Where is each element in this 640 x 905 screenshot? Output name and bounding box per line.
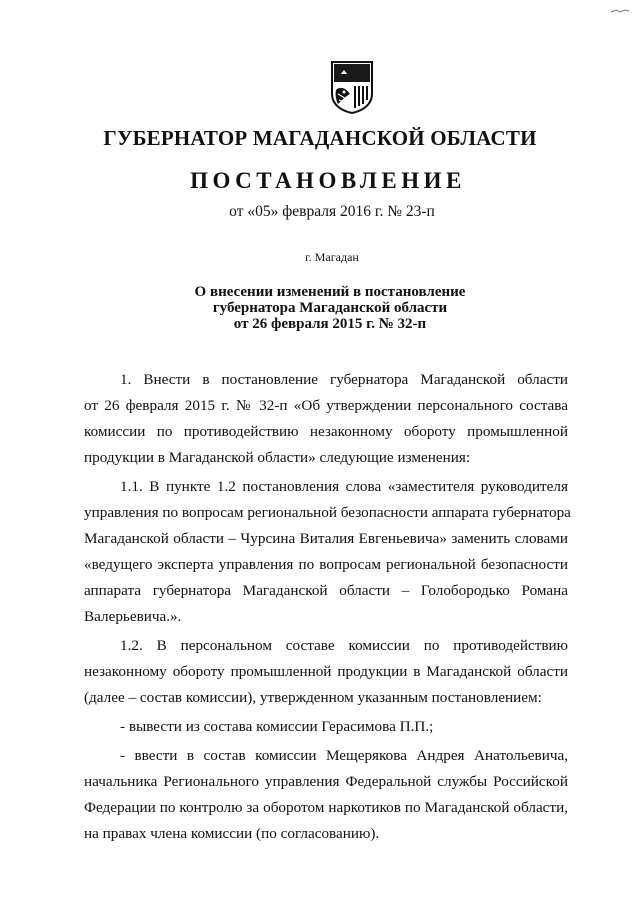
issuing-authority: ГУБЕРНАТОР МАГАДАНСКОЙ ОБЛАСТИ <box>103 126 537 150</box>
document-city: г. Магадан <box>305 250 359 264</box>
body-line: от 26 февраля 2015 г. № 32-п «Об утверждении персонального состава <box>84 397 568 414</box>
magadan-coat-of-arms-icon <box>330 60 374 114</box>
document-date-number: от «05» февраля 2016 г. № 23-п <box>229 203 435 220</box>
paragraph-1 <box>84 367 568 471</box>
body-line: аппарата губернатора Магаданской области – Голобородько Романа <box>84 582 568 599</box>
body-line: Федерации по контролю за оборотом наркотиков по Магаданской области, <box>84 799 568 816</box>
body-line: начальника Регионального управления Федеральной службы Российской <box>84 773 568 790</box>
document-subject <box>10 284 640 332</box>
document-body <box>84 367 571 850</box>
body-line: 1.2. В персональном составе комиссии по противодействию <box>120 637 568 654</box>
body-line: «ведущего эксперта управления по вопросам региональной безопасности <box>84 556 568 573</box>
body-line: комиссии по противодействию незаконному обороту промышленной <box>84 423 568 440</box>
body-line: - вывести из состава комиссии Герасимова П.П.; <box>120 718 434 735</box>
body-line: Магаданской области – Чурсина Виталия Евгеньевича» заменить словами <box>84 530 568 547</box>
body-line: (далее – состав комиссии), утвержденном указанным постановлением: <box>84 689 542 706</box>
body-line: - ввести в состав комиссии Мещерякова Андрея Анатольевича, <box>120 747 568 764</box>
paragraph-dash-2 <box>84 743 568 847</box>
document-type: ПОСТАНОВЛЕНИЕ <box>190 168 466 193</box>
body-line: управления по вопросам региональной безопасности аппарата губернатора <box>84 504 571 521</box>
paragraph-1-1 <box>84 474 571 630</box>
body-line: продукции в Магаданской области» следующие изменения: <box>84 449 471 466</box>
scan-mark <box>610 8 630 14</box>
subject-line: О внесении изменений в постановление <box>194 284 466 300</box>
paragraph-1-2 <box>84 633 568 711</box>
subject-line: губернатора Магаданской области <box>212 300 448 316</box>
body-line: 1. Внести в постановление губернатора Магаданской области <box>120 371 568 388</box>
body-line: Валерьевича.». <box>84 608 182 625</box>
subject-line: от 26 февраля 2015 г. № 32-п <box>233 316 427 332</box>
body-line: 1.1. В пункте 1.2 постановления слова «заместителя руководителя <box>120 478 568 495</box>
paragraph-dash-1 <box>84 714 568 740</box>
body-line: на правах члена комиссии (по согласованию). <box>84 825 380 842</box>
body-line: незаконному обороту промышленной продукции в Магаданской области <box>84 663 568 680</box>
